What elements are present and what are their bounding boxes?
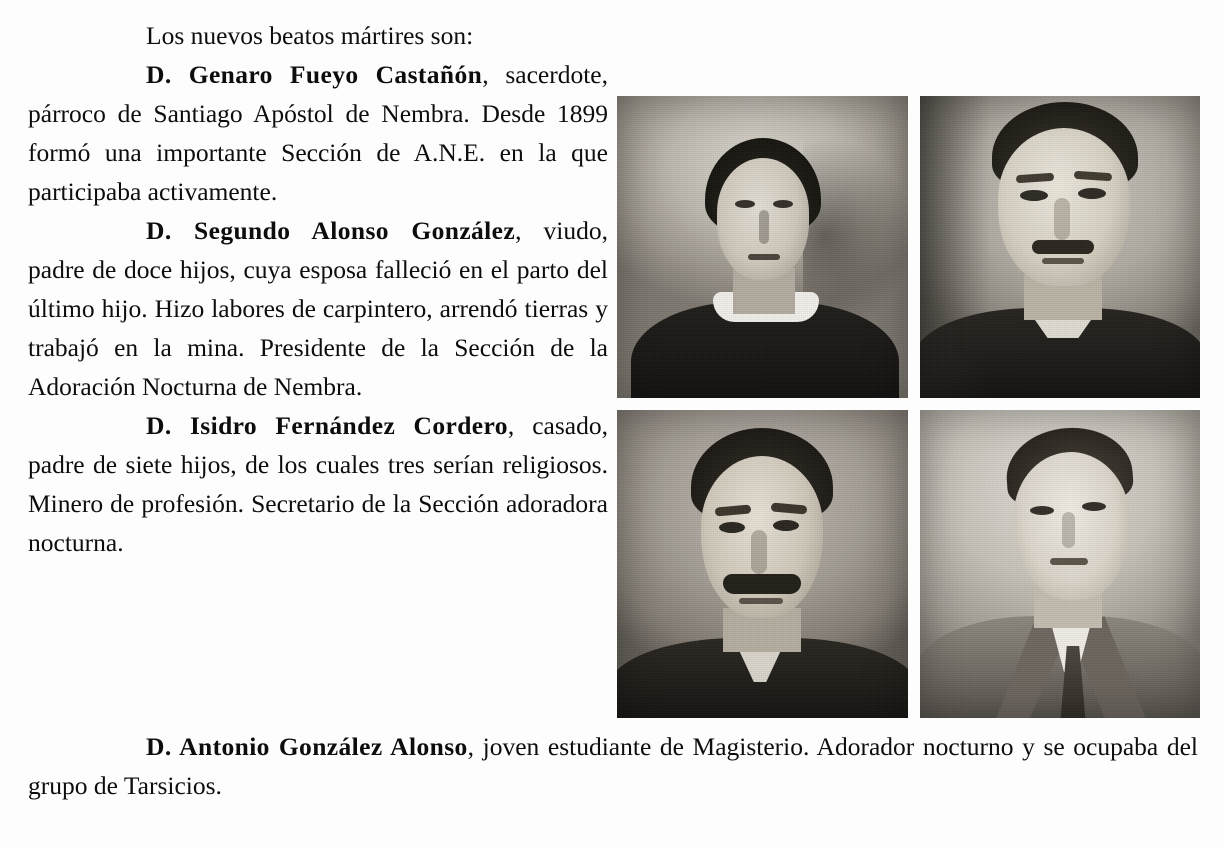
portrait-mouth: [1050, 558, 1088, 565]
entry-name-antonio: D. Antonio González Alonso: [146, 732, 468, 761]
portrait-mouth: [748, 254, 780, 260]
portrait-nose: [759, 210, 769, 244]
photo-antonio-gonzalez-alonso: [920, 410, 1200, 718]
portrait-nose: [1062, 512, 1075, 548]
portrait-eye-left: [1030, 506, 1054, 515]
entry-description-genaro: sacerdote, párroco de Santiago Apóstol de Nembra. Desde 1899 formó una importante Sección de A.N.E. en la que participaba activamente.: [28, 60, 608, 206]
portrait-background: [617, 96, 908, 398]
entry-paragraph-isidro: [28, 406, 608, 562]
entry-description-antonio: joven estudiante de Magisterio. Adorador nocturno y se ocupaba del grupo de Tarsicios.: [28, 732, 1198, 800]
portrait-shadow: [920, 96, 990, 398]
portrait-eye-right: [1082, 502, 1106, 511]
portrait-mouth: [1042, 258, 1084, 264]
portrait-moustache: [1032, 240, 1094, 254]
entry-description-segundo: viudo, padre de doce hijos, cuya esposa falleció en el parto del último hijo. Hizo labores de carpintero, arrendó tierras y trabajó en la mina. Presidente de la Sección de la Adoración Nocturna de Nembra.: [28, 216, 608, 401]
portrait-mouth: [739, 598, 783, 604]
portrait-eye-left: [735, 200, 755, 208]
entry-separator-antonio: ,: [467, 732, 475, 761]
portrait-background: [920, 96, 1200, 398]
entry-name-segundo: D. Segundo Alonso González: [146, 216, 516, 245]
entry-paragraph-genaro: [28, 55, 608, 211]
text-column-left: [28, 16, 608, 562]
entry-paragraph-segundo: [28, 211, 608, 406]
portrait-background: [920, 410, 1200, 718]
entry-description-isidro: casado, padre de siete hijos, de los cuales tres serían religiosos. Minero de profesión. Secretario de la Sección adoradora nocturna.: [28, 411, 608, 557]
entry-separator-isidro: ,: [507, 411, 515, 440]
portrait-nose: [751, 530, 767, 574]
portrait-eye-right: [1078, 188, 1106, 199]
entry-paragraph-antonio: [28, 727, 1198, 805]
entry-separator-segundo: ,: [515, 216, 522, 245]
portrait-eye-right: [773, 200, 793, 208]
portrait-background: [617, 410, 908, 718]
text-column-full-width: [28, 727, 1198, 805]
photo-segundo-alonso-gonzalez: [920, 96, 1200, 398]
entry-name-genaro: D. Genaro Fueyo Castañón: [146, 60, 483, 89]
lead-paragraph: Los nuevos beatos mártires son:: [146, 21, 474, 50]
portrait-eye-right: [773, 520, 799, 531]
photo-isidro-fernandez-cordero: [617, 410, 908, 718]
portrait-moustache: [723, 574, 801, 594]
portrait-eye-left: [1020, 190, 1048, 201]
entry-name-isidro: D. Isidro Fernández Cordero: [146, 411, 508, 440]
portrait-nose: [1054, 198, 1070, 240]
photo-genaro-fueyo-castanon: [617, 96, 908, 398]
portrait-eye-left: [719, 522, 745, 533]
portrait-photo-grid: [617, 96, 1198, 718]
entry-separator-genaro: ,: [482, 60, 489, 89]
